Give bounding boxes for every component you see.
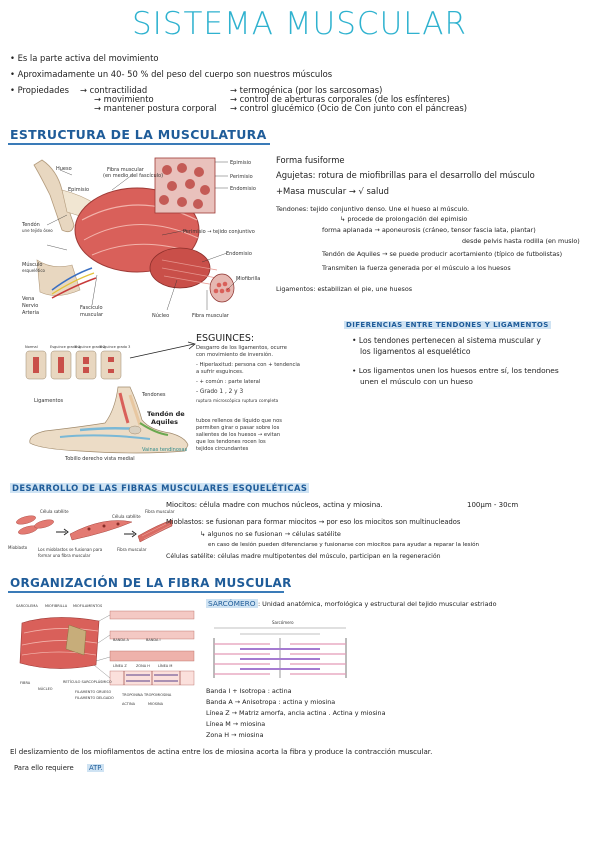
prop-right-2: → control de aberturas corporales (de los esfínteres) [230,94,450,104]
diferencias-b2b: unen el músculo con un hueso [360,377,473,386]
caption-mioblastos-2: formar una fibra muscular [38,553,91,558]
band-2: Banda A → Anisotropa : actina y miosina [206,698,336,706]
sarcomero-label: SARCÓMERO [208,599,256,608]
prop-right-1: → termogénica (por los sarcosomas) [230,85,383,95]
esguinces-line-5: - + común : parte lateral [196,379,261,385]
label-miofibrilla: Miofibrilla [236,276,261,282]
esguinces-line-1: Desgarro de los ligamentos, ocurre [196,345,288,351]
label-nucleo: Núcleo [152,313,170,319]
page-title: SISTEMA MUSCULAR [131,6,467,42]
label-troponina: TROPONINA [122,693,143,697]
note-aplanada: forma aplanada → aponeurosis (cráneo, tensor fascia lata, plantar) [322,226,536,234]
note-transmiten: Transmiten la fuerza generada por el músculo a los huesos [322,264,511,272]
label-epimisio-2: Epimisio [230,160,252,166]
note-ligamentos: Ligamentos: estabilizan el pie, une huesos [276,285,413,293]
label-fibra-2: Fibra muscular [192,313,229,319]
sarcomero-def: : Unidad anatómica, morfológica y estructural del tejido muscular estriado [258,600,497,608]
tubes-line-4: que los tendones rocen los [196,439,266,445]
label-celula-satelite-1: Célula satélite [40,509,69,514]
label-vainas: Vainas tendinosas [142,447,188,453]
conclusion-2: Para ello requiere [14,764,74,772]
label-aquiles: Tendón de [147,410,185,418]
label-miofibrilla-org: MIOFIBRILLA [45,604,68,608]
conclusion-1: El deslizamiento de los miofilamentos de actina entre los de miosina acorta la fibra y produce la contracción muscular. [10,747,433,756]
label-fibra-org: FIBRA [20,681,31,685]
heading-underline [8,143,270,145]
grade-normal: Normal [25,345,38,349]
label-perimisio-1: Perimisio [230,174,253,180]
intro-bullet-2: • Aproximadamente un 40- 50 % del peso del cuerpo son nuestros músculos [10,69,333,79]
band-5: Zona H → miosina [206,731,264,739]
esguinces-line-3: - Hiperlaxitud: persona con + tendencia [196,362,300,368]
label-miosina: MIOSINA [148,702,164,706]
label-zona-h: ZONA H [136,664,150,668]
label-fil-grueso: FILAMENTO GRUESO [75,690,112,694]
label-fasciculo-2: muscular [80,312,104,318]
label-sarcomero-diag: Sarcómero [272,620,294,625]
desarrollo-size: 100μm - 30cm [467,501,519,509]
fiber-organization-figure [14,603,199,691]
label-mioblasto: Mioblasto [8,545,28,550]
label-fibra-des-2: Fibra muscular [117,547,147,552]
label-banda-a: BANDA A [113,638,129,642]
tubes-line-1: tubos rellenos de líquido que nos [196,418,282,424]
note-pelvis: desde pelvis hasta rodilla (en muslo) [462,237,580,245]
label-tendones-fig: Tendones [142,392,166,398]
band-1: Banda I + Isotropa : actina [206,687,292,695]
sprain-grades-figure [24,345,124,385]
label-epimisio-1: Epimisio [68,187,90,193]
esguinces-line-6: - Grado 1 , 2 y 3 [196,389,244,395]
label-fibra: Fibra muscular [107,167,144,173]
arrow-to-esguinces [128,340,198,360]
label-endomisio-1: Endomisio [230,186,256,192]
label-tendon-sub: une tejido óseo [22,228,53,233]
label-actina: ACTINA [122,702,135,706]
label-linea-z: LÍNEA Z [113,664,127,668]
intro-bullet-1: • Es la parte activa del movimiento [10,53,159,63]
label-tobillo: Tobillo derecho vista medial [65,456,135,462]
desarrollo-mioblastos: Mioblastos: se fusionan para formar miocitos → por eso los miocitos son multinucleados [166,518,461,526]
section-heading-estructura: ESTRUCTURA DE LA MUSCULATURA [10,127,267,142]
label-arteria: Arteria [22,310,40,316]
label-musculo: Músculo [22,262,43,268]
prop-left-2: → movimiento [94,94,154,104]
label-tendon: Tendón [22,222,40,228]
atp-highlight: ATP. [89,764,103,772]
label-aquiles-2: Aquiles [151,418,179,426]
label-tropomiosina: TROPOMIOSINA [144,693,172,697]
grade-3: Esguince grado 3 [100,345,131,349]
label-fibra-des: Fibra muscular [145,509,175,514]
heading-underline-2 [8,591,284,593]
esguinces-title: ESGUINCES: [196,333,255,344]
label-perimisio-2: Perimisio → tejido conjuntivo [183,229,255,235]
label-hueso: Hueso [56,166,72,172]
section-heading-organizacion: ORGANIZACIÓN DE LA FIBRA MUSCULAR [10,576,292,590]
note-agujetas: Agujetas: rotura de miofibrillas para el desarrollo del músculo [276,170,535,180]
label-musculo-sub: esquelético [22,268,45,273]
prop-right-3: → control glucémico (Ocio de Con junto con el páncreas) [230,103,467,113]
label-vena: Vena [22,296,35,302]
label-endomisio-2: Endomisio [226,251,252,257]
caption-mioblastos-1: Los mioblastos se fusionan para [38,547,103,552]
label-reticulo: RETÍCULO SARCOPLÁSMICO [63,680,112,684]
label-nervio: Nervio [22,303,39,309]
note-masa: +Masa muscular → √ salud [276,186,389,196]
note-tendones: Tendones: tejido conjuntivo denso. Une el hueso al músculo. [276,205,470,213]
diferencias-b1a: • Los tendones pertenecen al sistema muscular y [352,336,541,345]
label-sarcolema: SARCOLEMA [16,604,38,608]
desarrollo-miocitos: Miocitos: célula madre con muchos núcleos, actina y miosina. [166,501,383,509]
label-nucleo-org: NÚCLEO [38,687,53,691]
diferencias-b2a: • Los ligamentos unen los huesos entre sí, los tendones [352,366,559,375]
desarrollo-satelite-arrow: ↳ algunos no se fusionan → células satélite [200,530,341,538]
label-ligamentos: Ligamentos [34,398,64,404]
diferencias-heading: DIFERENCIAS ENTRE TENDONES Y LIGAMENTOS [346,321,549,329]
label-fibra-sub: (en medio del fascículo) [103,173,164,179]
diferencias-b1b: los ligamentos al esquelético [360,347,471,356]
intro-bullet-3: • Propiedades [10,85,69,95]
note-epimisio: ↳ procede de prolongación del epimisio [340,215,468,223]
tubes-line-3: salientes de los huesos → evitan [196,432,281,438]
esguinces-line-4: a sufrir esguinces. [196,369,244,375]
desarrollo-lesion: en caso de lesión pueden diferenciarse y fusionarse con miocitos para ayudar a reparar la lesión [208,542,480,548]
label-fil-delgado: FILAMENTO DELGADO [75,696,114,700]
prop-left-3: → mantener postura corporal [94,103,217,113]
label-banda-i: BANDA I [146,638,161,642]
note-forma: Forma fusiforme [276,155,345,165]
tubes-line-5: tejidos circundantes [196,446,249,452]
section-heading-desarrollo: DESARROLLO DE LAS FIBRAS MUSCULARES ESQUELÉTICAS [12,483,308,493]
label-fasciculo: Fascículo [80,305,103,311]
band-3: Línea Z → Matriz amorfa, ancla actina . Actina y miosina [206,709,386,717]
label-miofilamentos: MIOFILAMENTOS [73,604,103,608]
sarcomere-diagram [210,620,350,682]
label-linea-m: LÍNEA M [158,664,173,668]
grade-2: Esguince grado 2 [75,345,106,349]
grade-1: Esguince grado 1 [50,345,81,349]
desarrollo-celulas-satelite: Células satélite: células madre multipotentes del músculo, participan en la regeneración [166,553,441,560]
esguinces-line-2: con movimiento de inversión. [196,352,274,358]
prop-left-1: → contractilidad [80,85,148,95]
label-celula-satelite-2: Célula satélite [112,514,141,519]
band-4: Línea M → miosina [206,720,266,728]
note-aquiles: Tendón de Aquiles → se puede producir acortamiento (típico de futbolistas) [322,250,563,258]
esguinces-line-7: ruptura microscópica ruptura completa [196,398,279,403]
tubes-line-2: permiten girar o pasar sobre los [196,425,280,431]
